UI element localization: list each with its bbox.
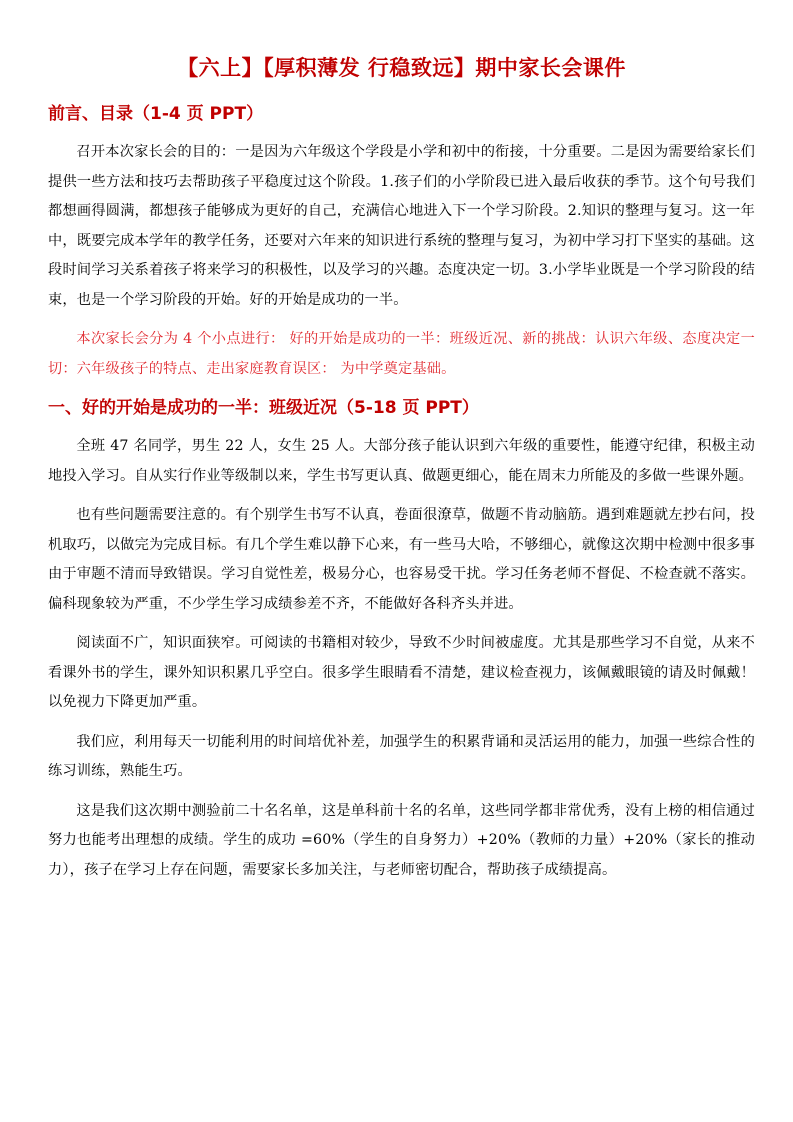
section-heading-preface: 前言、目录（1-4 页 PPT） bbox=[48, 104, 264, 124]
paragraph-measures: 我们应，利用每天一切能利用的时间培优补差，加强学生的积累背诵和灵活运用的能力，加强一些综合性的练习训练，熟能生巧。 bbox=[48, 733, 755, 779]
paragraph-class-overview: 全班 47 名同学，男生 22 人，女生 25 人。大部分孩子能认识到六年级的重要性，能遵守纪律，积极主动地投入学习。自从实行作业等级制以来，学生书写更认真、做题更细心，能在周末力所能及的多做一些课外题。 bbox=[48, 438, 755, 484]
section-heading-class-status: 一、好的开始是成功的一半：班级近况（5-18 页 PPT） bbox=[48, 398, 479, 418]
paragraph-rankings: 这是我们这次期中测验前二十名名单，这是单科前十名的名单，这些同学都非常优秀，没有上榜的相信通过努力也能考出理想的成绩。学生的成功 =60%（学生的自身努力）+20%（教师的力量）+20%（家长的推动力），孩子在学习上存在问题，需要家长多加关注，与老师密切配合，帮助孩子成绩提高。 bbox=[48, 802, 755, 878]
paragraph-reading: 阅读面不广，知识面狭窄。可阅读的书籍相对较少，导致不少时间被虚度。尤其是那些学习不自觉，从来不看课外书的学生，课外知识积累几乎空白。很多学生眼睛看不清楚，建议检查视力，该佩戴眼镜的请及时佩戴！以免视力下降更加严重。 bbox=[48, 635, 755, 710]
paragraph-meeting-agenda: 本次家长会分为 4 个小点进行： 好的开始是成功的一半：班级近况、新的挑战：认识六年级、态度决定一切：六年级孩子的特点、走出家庭教育误区： 为中学奠定基础。 bbox=[48, 331, 755, 377]
section-preface bbox=[48, 100, 755, 384]
paragraph-meeting-purpose: 召开本次家长会的目的：一是因为六年级这个学段是小学和初中的衔接，十分重要。二是因为需要给家长们提供一些方法和技巧去帮助孩子平稳度过这个阶段。1.孩子们的小学阶段已进入最后收获的季节。这个句号我们都想画得圆满，都想孩子能够成为更好的自己，充满信心地进入下一个学习阶段。2.知识的整理与复习。这一年中，既要完成本学年的教学任务，还要对六年来的知识进行系统的整理与复习，为初中学习打下坚实的基础。这段时间学习关系着孩子将来学习的积极性，以及学习的兴趣。态度决定一切。3.小学毕业既是一个学习阶段的结束，也是一个学习阶段的开始。好的开始是成功的一半。 bbox=[48, 144, 755, 308]
document-title: 【六上】【厚积薄发 行稳致远】期中家长会课件 bbox=[177, 56, 626, 80]
paragraph-problems: 也有些问题需要注意的。有个别学生书写不认真，卷面很潦草，做题不肯动脑筋。遇到难题就左抄右问，投机取巧，以做完为完成目标。有几个学生难以静下心来，有一些马大哈，不够细心，就像这次期中检测中很多事由于审题不清而导致错误。学习自觉性差，极易分心，也容易受干扰。学习任务老师不督促、不检查就不落实。偏科现象较为严重，不少学生学习成绩参差不齐，不能做好各科齐头并进。 bbox=[48, 507, 755, 612]
section-class-status bbox=[48, 394, 755, 885]
